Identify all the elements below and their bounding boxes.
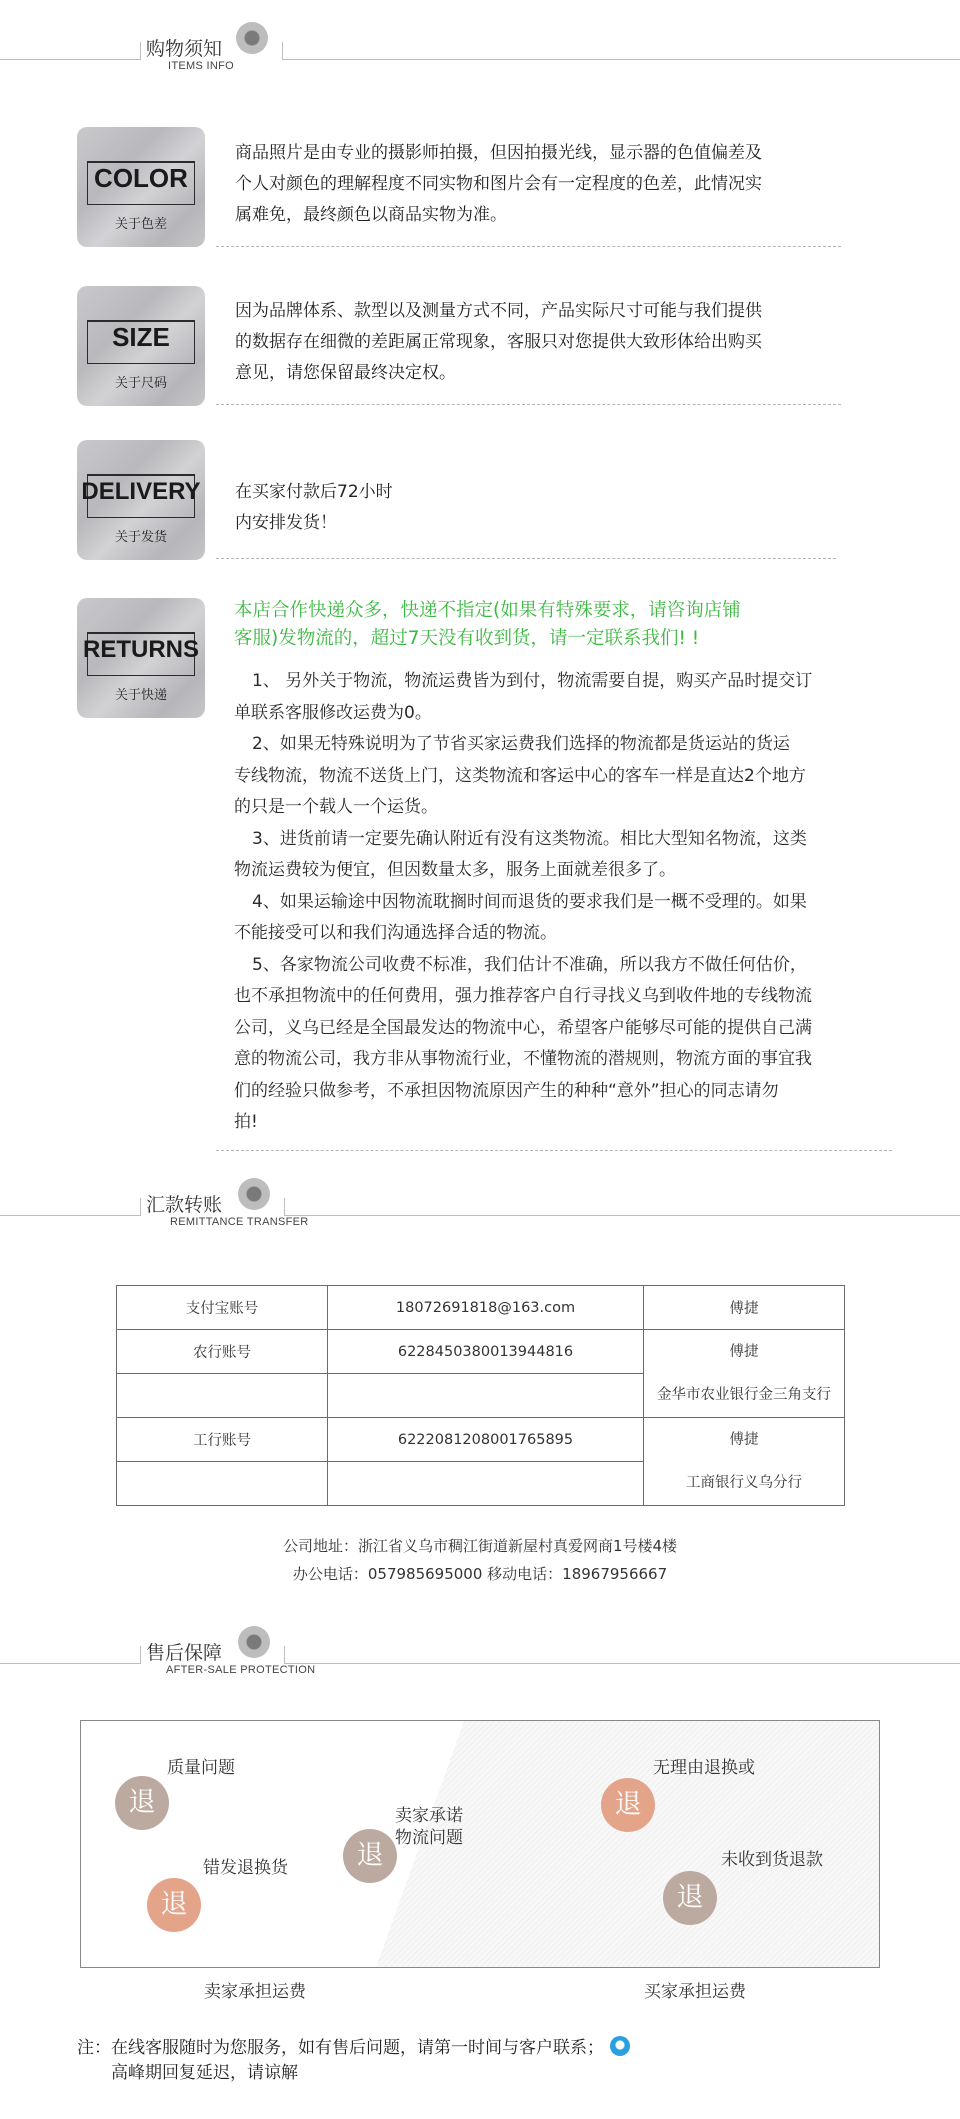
not-received-label: 未收到货退款 bbox=[721, 1850, 823, 1870]
section-dot-icon bbox=[238, 1178, 270, 1210]
divider bbox=[216, 404, 841, 405]
rule-3: 3、进货前请一定要先确认附近有没有这类物流。相比大型知名物流，这类 物流运费较为便宜，但因数量太多，服务上面就差很多了。 bbox=[234, 828, 807, 880]
quality-label: 质量问题 bbox=[167, 1758, 235, 1778]
badge-word: DELIVERY bbox=[81, 478, 201, 505]
logistics-rules bbox=[234, 666, 894, 1139]
table-row: 工行账号 6222081208001765895 傅捷 工商银行义乌分行 bbox=[117, 1418, 845, 1462]
section-header-shopping bbox=[0, 18, 960, 98]
service-note: 注：在线客服随时为您服务，如有售后问题，请第一时间与客户联系； bbox=[77, 2036, 630, 2060]
badge-word: COLOR bbox=[94, 163, 188, 193]
returns-badge bbox=[77, 598, 205, 718]
rule-2: 2、如果无特殊说明为了节省买家运费我们选择的物流都是货运站的货运 专线物流，物流不送货上门，这类物流和客运中心的客车一样是直达2个地方 的只是一个载人一个运货。 bbox=[234, 734, 806, 817]
badge-caption: 关于尺码 bbox=[114, 376, 167, 391]
return-icon: 退 bbox=[115, 1776, 169, 1830]
seller-pays-label: 卖家承担运费 bbox=[204, 1982, 306, 2002]
account-table bbox=[116, 1285, 845, 1506]
badge-caption: 关于发货 bbox=[114, 530, 167, 545]
color-badge bbox=[77, 127, 205, 247]
badge-word: RETURNS bbox=[82, 636, 199, 663]
size-badge bbox=[77, 286, 205, 406]
badge-caption: 关于快递 bbox=[114, 688, 167, 703]
section-subtitle: REMITTANCE TRANSFER bbox=[170, 1216, 309, 1228]
divider bbox=[216, 246, 841, 247]
return-icon: 退 bbox=[343, 1829, 397, 1883]
company-phones: 办公电话：057985695000 移动电话：18967956667 bbox=[292, 1565, 668, 1583]
section-header-remittance bbox=[0, 1174, 960, 1254]
divider bbox=[216, 558, 836, 559]
divider bbox=[216, 1150, 892, 1151]
size-text: 因为品牌体系、款型以及测量方式不同，产品实际尺寸可能与我们提供 的数据存在细微的差距属正常现象，客服只对您提供大致形体给出购买 意见，请您保留最终决定权。 bbox=[235, 301, 762, 383]
return-icon: 退 bbox=[147, 1878, 201, 1932]
delivery-text: 在买家付款后72小时 内安排发货！ bbox=[235, 482, 393, 533]
rule-5: 5、各家物流公司收费不标准，我们估计不准确，所以我方不做任何估价， 也不承担物流中的任何费用，强力推荐客户自行寻找义乌到收件地的专线物流 公司，义乌已经是全国最发达的物流中心，希望客户能够尽可能的提供自己满 意的物流公司，我方非从事物流行业，不懂物流的潜规则，物流方面的事宜我 们的经验只做参考，不承担因物流原因产生的种种“意外”担心的同志请勿 拍! bbox=[234, 954, 812, 1132]
section-header-after-sale bbox=[0, 1622, 960, 1702]
after-sale-diagram bbox=[80, 1720, 880, 1968]
section-title: 购物须知 bbox=[146, 38, 223, 60]
badge-word: SIZE bbox=[112, 322, 170, 352]
delivery-badge bbox=[77, 440, 205, 560]
section-title: 汇款转账 bbox=[146, 1194, 223, 1216]
company-address: 公司地址：浙江省义乌市稠江街道新屋村真爱网商1号楼4楼 bbox=[282, 1537, 678, 1555]
rule-1: 1、 另外关于物流，物流运费皆为到付，物流需要自提，购买产品时提交订 单联系客服修改运费为0。 bbox=[234, 671, 813, 723]
rule-4: 4、如果运输途中因物流耽搁时间而退货的要求我们是一概不受理的。如果 不能接受可以和我们沟通选择合适的物流。 bbox=[234, 891, 807, 943]
section-subtitle: ITEMS INFO bbox=[168, 60, 234, 72]
seller-promise-label: 卖家承诺 物流问题 bbox=[395, 1806, 463, 1848]
buyer-pays-label: 买家承担运费 bbox=[644, 1982, 746, 2002]
service-note-line2: 高峰期回复延迟，请谅解 bbox=[111, 2063, 298, 2083]
wrong-shipment-label: 错发退换货 bbox=[203, 1858, 288, 1878]
section-subtitle: AFTER-SALE PROTECTION bbox=[166, 1664, 316, 1676]
section-dot-icon bbox=[238, 1626, 270, 1658]
return-icon: 退 bbox=[663, 1871, 717, 1925]
section-title: 售后保障 bbox=[146, 1642, 223, 1664]
returns-notice: 本店合作快递众多，快递不指定(如果有特殊要求，请咨询店铺 客服)发物流的，超过7天没有收到货，请一定联系我们! ! bbox=[234, 600, 741, 649]
section-dot-icon bbox=[236, 22, 268, 54]
badge-caption: 关于色差 bbox=[114, 217, 167, 232]
color-text: 商品照片是由专业的摄影师拍摄，但因拍摄光线，显示器的色值偏差及 个人对颜色的理解程度不同实物和图片会有一定程度的色差，此情况实 属难免，最终颜色以商品实物为准。 bbox=[235, 143, 762, 225]
no-reason-label: 无理由退换或 bbox=[653, 1758, 755, 1778]
return-icon: 退 bbox=[601, 1778, 655, 1832]
table-row: 农行账号 6228450380013944816 傅捷 金华市农业银行金三角支行 bbox=[117, 1330, 845, 1374]
qq-chat-icon[interactable] bbox=[610, 2036, 630, 2056]
table-row: 支付宝账号 18072691818@163.com 傅捷 bbox=[117, 1286, 845, 1330]
